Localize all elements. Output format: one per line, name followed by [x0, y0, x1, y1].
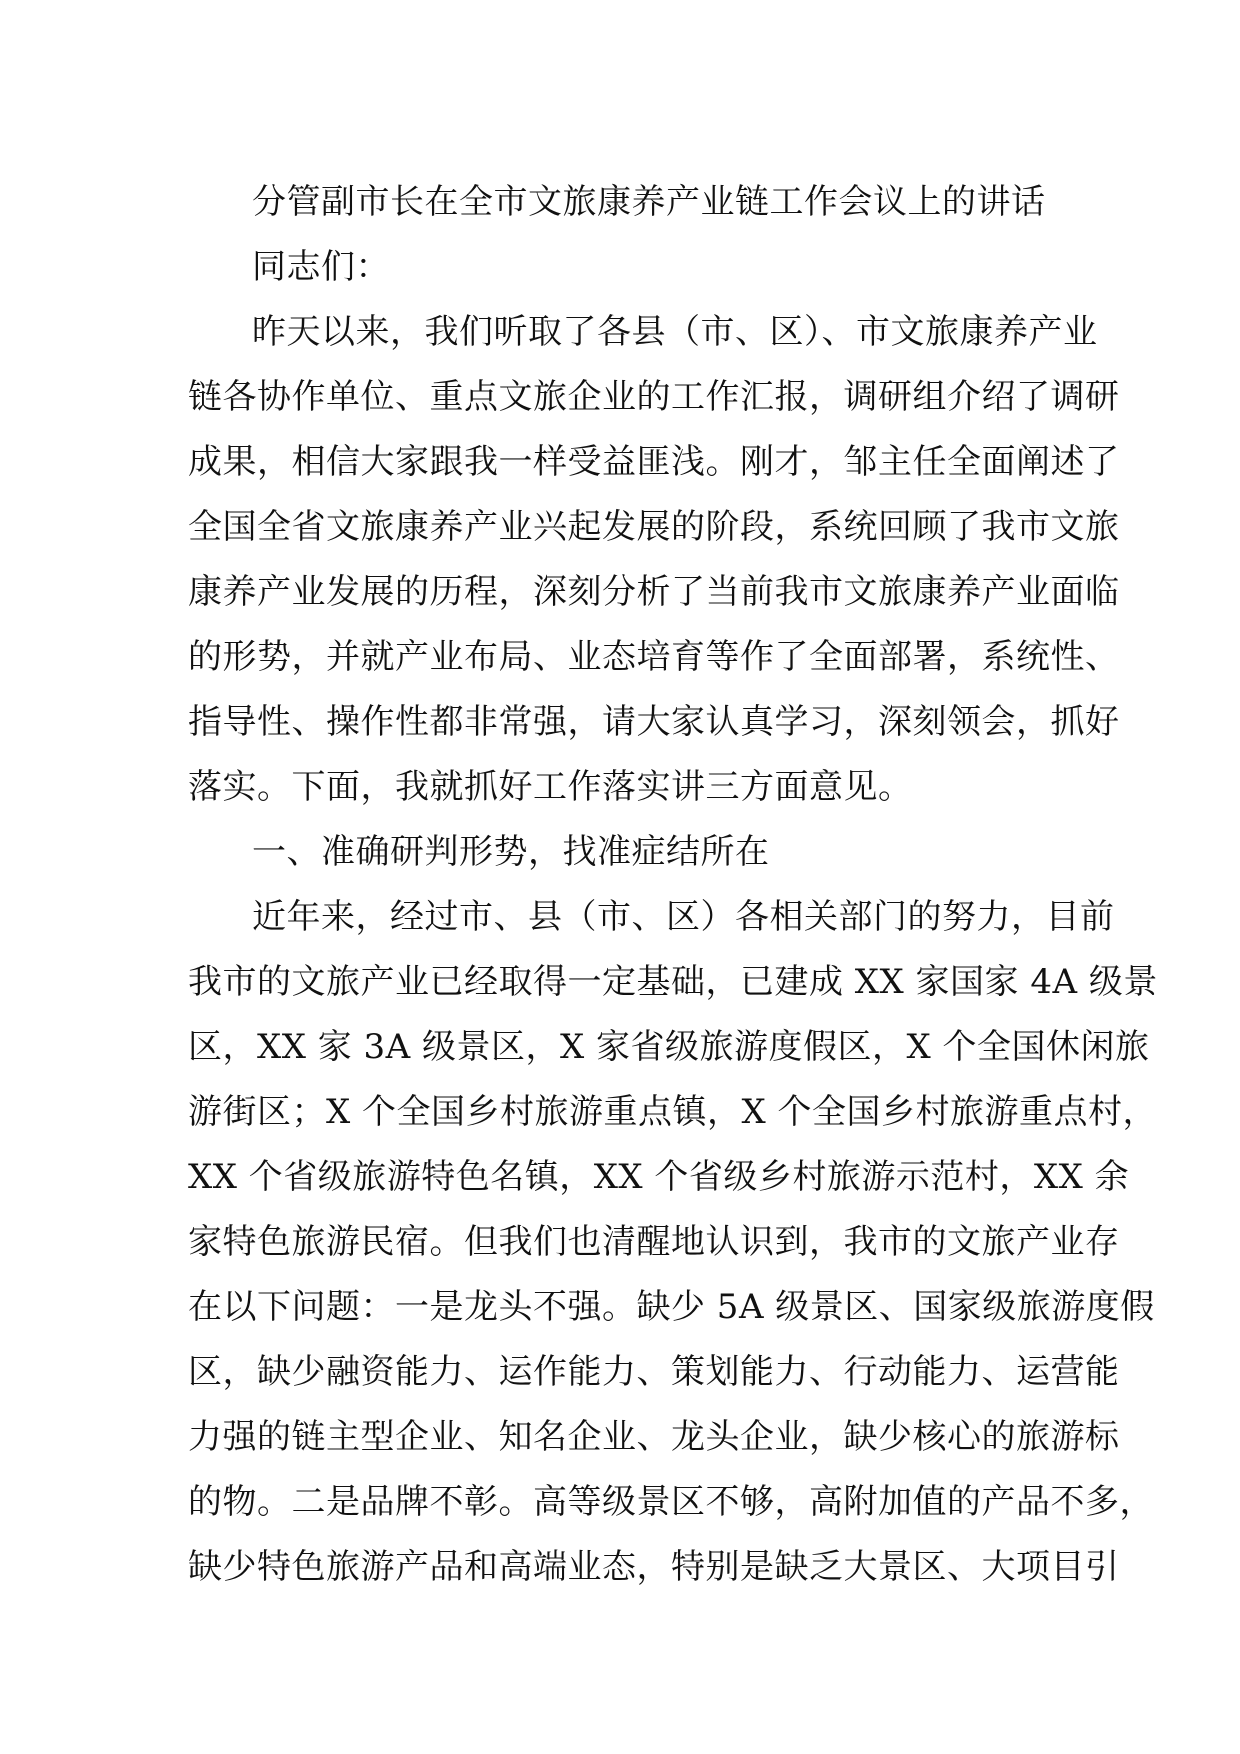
text-line: 的形势，并就产业布局、业态培育等作了全面部署，系统性、	[188, 637, 1120, 677]
text-line: XX 个省级旅游特色名镇，XX 个省级乡村旅游示范村，XX 余	[188, 1157, 1130, 1197]
text-line: 我市的文旅产业已经取得一定基础，已建成 XX 家国家 4A 级景	[188, 962, 1158, 1002]
document-body	[188, 170, 1158, 1600]
text-line: 落实。下面，我就抓好工作落实讲三方面意见。	[188, 767, 913, 807]
text-line: 缺少特色旅游产品和高端业态，特别是缺乏大景区、大项目引	[188, 1547, 1120, 1587]
text-line: 链各协作单位、重点文旅企业的工作汇报，调研组介绍了调研	[188, 377, 1120, 417]
document-title: 分管副市长在全市文旅康养产业链工作会议上的讲话	[252, 182, 1046, 222]
text-line: 家特色旅游民宿。但我们也清醒地认识到，我市的文旅产业存	[188, 1222, 1120, 1262]
text-line: 游街区；X 个全国乡村旅游重点镇，X 个全国乡村旅游重点村，	[188, 1092, 1158, 1132]
section-heading: 一、准确研判形势，找准症结所在	[252, 832, 770, 872]
text-line: 的物。二是品牌不彰。高等级景区不够，高附加值的产品不多，	[188, 1482, 1154, 1522]
text-line: 区，缺少融资能力、运作能力、策划能力、行动能力、运营能	[188, 1352, 1120, 1392]
salutation: 同志们：	[252, 247, 390, 287]
text-line: 昨天以来，我们听取了各县（市、区）、市文旅康养产业	[252, 312, 1098, 352]
text-line: 区，XX 家 3A 级景区，X 家省级旅游度假区，X 个全国休闲旅	[188, 1027, 1150, 1067]
text-line: 康养产业发展的历程，深刻分析了当前我市文旅康养产业面临	[188, 572, 1120, 612]
text-line: 在以下问题：一是龙头不强。缺少 5A 级景区、国家级旅游度假	[188, 1287, 1155, 1327]
text-line: 指导性、操作性都非常强，请大家认真学习，深刻领会，抓好	[188, 702, 1120, 742]
text-line: 成果，相信大家跟我一样受益匪浅。刚才，邹主任全面阐述了	[188, 442, 1120, 482]
text-line: 全国全省文旅康养产业兴起发展的阶段，系统回顾了我市文旅	[188, 507, 1120, 547]
text-line: 近年来，经过市、县（市、区）各相关部门的努力，目前	[252, 897, 1115, 937]
text-line: 力强的链主型企业、知名企业、龙头企业，缺少核心的旅游标	[188, 1417, 1120, 1457]
